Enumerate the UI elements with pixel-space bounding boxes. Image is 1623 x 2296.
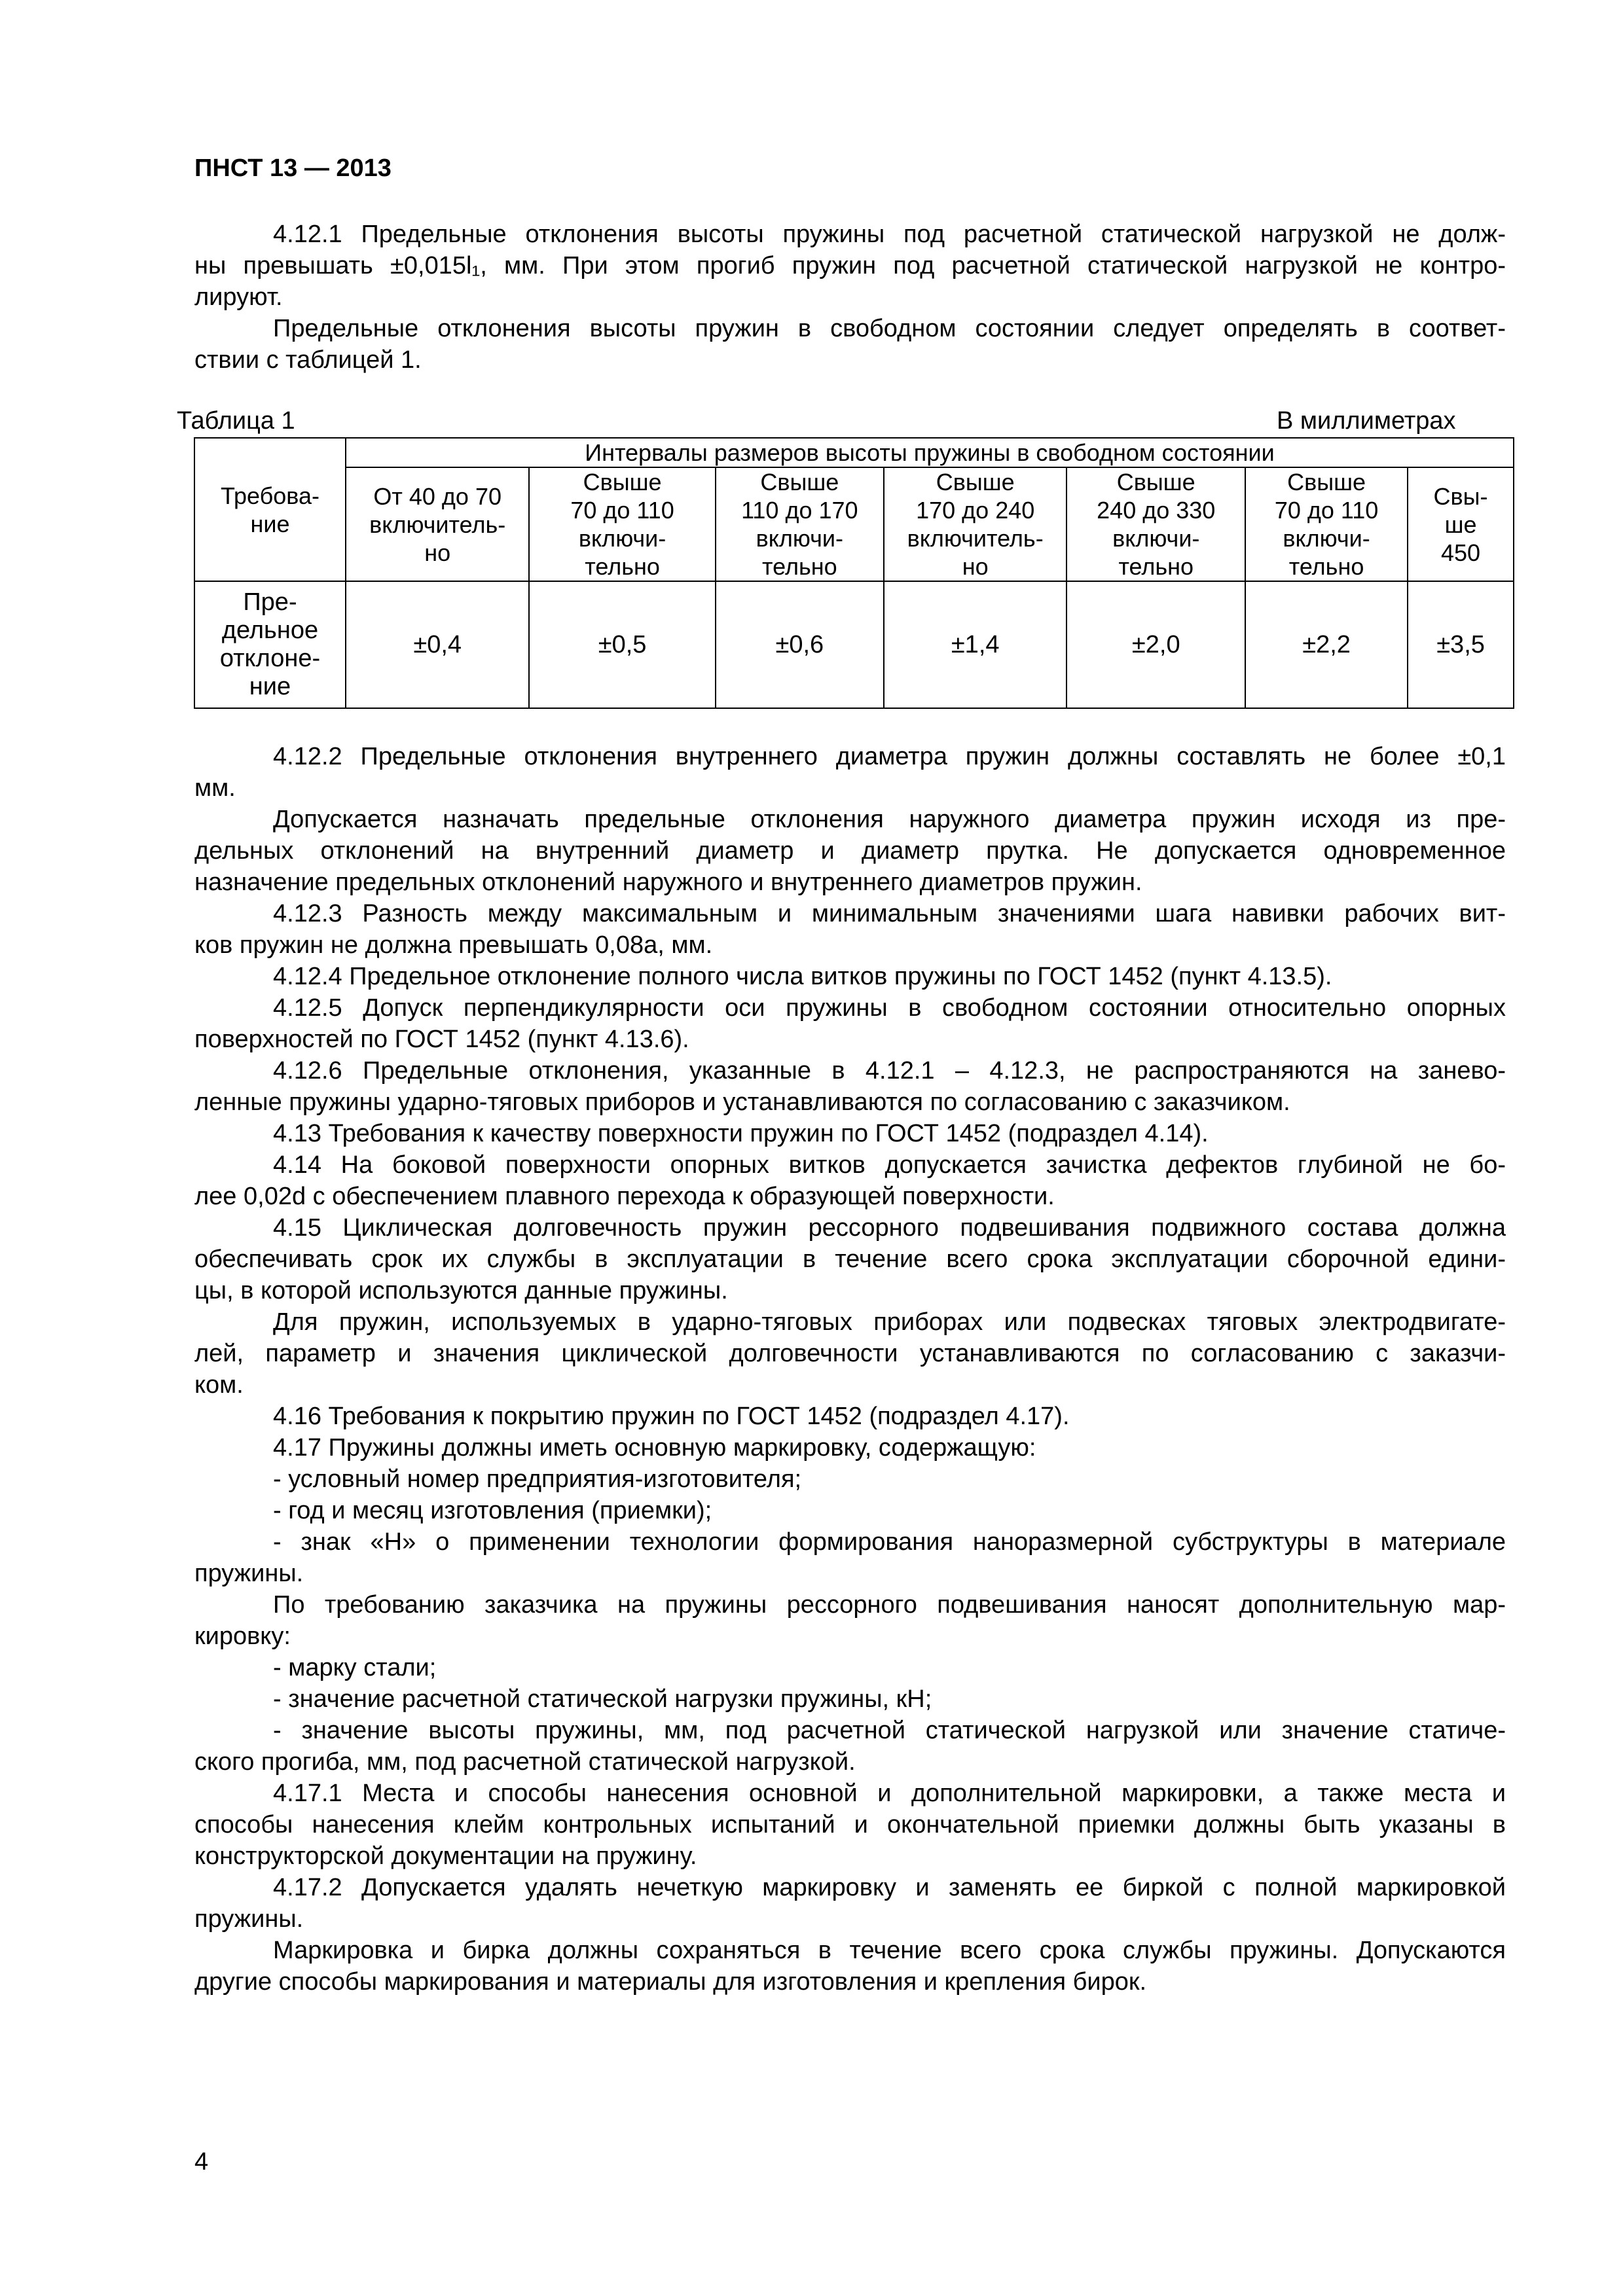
paragraph	[194, 1463, 1506, 1495]
column-header-cell: Свыше 170 до 240 включитель- но	[884, 467, 1067, 581]
text-line: 4.16 Требования к покрытию пружин по ГОСТ 1452 (подраздел 4.17).	[273, 1403, 1070, 1430]
text-line: Предельные отклонения высоты пружин в свободном состоянии следует определять в соответ-	[273, 315, 1506, 342]
text-line: - знак «Н» о применении технологии формирования наноразмерной субструктуры в материале	[273, 1528, 1506, 1556]
row-header-cell: Требова- ние	[194, 438, 346, 581]
paragraph	[194, 313, 1506, 376]
text-line: пружины.	[194, 1560, 304, 1587]
text-line: обеспечивать срок их службы в эксплуатации в течение всего срока эксплуатации сборочной едини-	[194, 1246, 1506, 1273]
paragraph	[194, 741, 1506, 804]
text-line: конструкторской документации на пружину.	[194, 1842, 697, 1870]
paragraph	[194, 1935, 1506, 1998]
table-caption: Таблица 1	[177, 407, 295, 435]
text-line: 4.17.1 Места и способы нанесения основной и дополнительной маркировки, а также места и	[273, 1780, 1506, 1807]
text-line: 4.17.2 Допускается удалять нечеткую маркировку и заменять ее биркой с полной маркировкой	[273, 1874, 1506, 1901]
text-line: способы нанесения клейм контрольных испытаний и окончательной приемки должны быть указаны в	[194, 1811, 1506, 1839]
paragraph	[194, 1872, 1506, 1935]
paragraph	[194, 1526, 1506, 1589]
text-line: ленные пружины ударно-тяговых приборов и устанавливаются по согласованию с заказчиком.	[194, 1088, 1290, 1116]
paragraph	[194, 992, 1506, 1055]
text-line: 4.13 Требования к качеству поверхности пружин по ГОСТ 1452 (подраздел 4.14).	[273, 1120, 1209, 1147]
text-line: другие способы маркирования и материалы для изготовления и крепления бирок.	[194, 1968, 1147, 1996]
text-line: ков пружин не должна превышать 0,08a, мм.	[194, 931, 713, 959]
paragraph	[194, 1652, 1506, 1683]
group-header-cell: Интервалы размеров высоты пружины в свободном состоянии	[346, 438, 1514, 467]
text-line: дельных отклонений на внутренний диаметр и диаметр прутка. Не допускается одновременное	[194, 837, 1506, 865]
text-line: ского прогиба, мм, под расчетной статической нагрузкой.	[194, 1748, 856, 1776]
text-line: ствии с таблицей 1.	[194, 346, 422, 374]
text-line: лей, параметр и значения циклической долговечности устанавливаются по согласованию с заказчи-	[194, 1340, 1506, 1367]
value-cell: ±0,6	[716, 581, 884, 708]
intro-text	[194, 219, 1506, 376]
column-header-cell: Свыше 70 до 110 включи- тельно	[1245, 467, 1408, 581]
paragraph	[194, 898, 1506, 961]
column-header-cell: Свыше 110 до 170 включи- тельно	[716, 467, 884, 581]
text-line: ны превышать ±0,015l₁, мм. При этом прогиб пружин под расчетной статической нагрузкой не контро-	[194, 252, 1506, 279]
body-text	[194, 741, 1506, 1998]
column-header-cell: От 40 до 70 включитель- но	[346, 467, 529, 581]
paragraph	[194, 1212, 1506, 1306]
table-units: В миллиметрах	[1277, 407, 1456, 435]
column-header-cell: Свыше 70 до 110 включи- тельно	[529, 467, 715, 581]
text-line: 4.15 Циклическая долговечность пружин рессорного подвешивания подвижного состава должна	[273, 1214, 1506, 1242]
text-line: 4.12.3 Разность между максимальным и минимальным значениями шага навивки рабочих вит-	[273, 900, 1506, 927]
paragraph	[194, 1306, 1506, 1401]
paragraph	[194, 1055, 1506, 1118]
text-line: Для пружин, используемых в ударно-тяговых приборах или подвесках тяговых электродвигате-	[273, 1308, 1506, 1336]
paragraph	[194, 1432, 1506, 1463]
paragraph	[194, 1715, 1506, 1778]
text-line: Допускается назначать предельные отклонения наружного диаметра пружин исходя из пре-	[273, 806, 1506, 833]
row-label-cell: Пре- дельное отклоне- ние	[194, 581, 346, 708]
tolerance-table	[194, 437, 1514, 709]
paragraph	[194, 1778, 1506, 1872]
value-cell: ±0,5	[529, 581, 715, 708]
text-line: лируют.	[194, 283, 283, 311]
text-line: 4.17 Пружины должны иметь основную маркировку, содержащую:	[273, 1434, 1036, 1462]
text-line: - год и месяц изготовления (приемки);	[273, 1497, 712, 1524]
paragraph	[194, 804, 1506, 898]
text-line: - условный номер предприятия-изготовителя;	[273, 1465, 802, 1493]
text-line: пружины.	[194, 1905, 304, 1933]
paragraph	[194, 1683, 1506, 1715]
document-header: ПНСТ 13 — 2013	[194, 154, 392, 182]
text-line: 4.12.1 Предельные отклонения высоты пружины под расчетной статической нагрузкой не долж-	[273, 221, 1506, 248]
paragraph	[194, 1495, 1506, 1526]
text-line: мм.	[194, 774, 236, 802]
paragraph	[194, 1118, 1506, 1149]
text-line: кировку:	[194, 1623, 291, 1650]
text-line: лее 0,02d с обеспечением плавного перехода к образующей поверхности.	[194, 1183, 1055, 1210]
paragraph	[194, 1401, 1506, 1432]
value-cell: ±2,2	[1245, 581, 1408, 708]
paragraph	[194, 961, 1506, 992]
text-line: Маркировка и бирка должны сохраняться в течение всего срока службы пружины. Допускаются	[273, 1937, 1506, 1964]
text-line: - значение высоты пружины, мм, под расчетной статической нагрузкой или значение статиче-	[273, 1717, 1506, 1744]
paragraph	[194, 1149, 1506, 1212]
text-line: - значение расчетной статической нагрузки пружины, кН;	[273, 1685, 932, 1713]
text-line: - марку стали;	[273, 1654, 437, 1681]
paragraph	[194, 1589, 1506, 1652]
text-line: поверхностей по ГОСТ 1452 (пункт 4.13.6).	[194, 1026, 689, 1053]
value-cell: ±0,4	[346, 581, 529, 708]
text-line: 4.12.5 Допуск перпендикулярности оси пружины в свободном состоянии относительно опорных	[273, 994, 1506, 1022]
text-line: 4.12.6 Предельные отклонения, указанные в 4.12.1 – 4.12.3, не распространяются на занево-	[273, 1057, 1506, 1085]
value-cell: ±1,4	[884, 581, 1067, 708]
text-line: ком.	[194, 1371, 244, 1399]
column-header-cell: Свы- ше 450	[1408, 467, 1514, 581]
text-line: По требованию заказчика на пружины рессорного подвешивания наносят дополнительную мар-	[273, 1591, 1506, 1619]
text-line: назначение предельных отклонений наружного и внутреннего диаметров пружин.	[194, 869, 1142, 896]
page-number: 4	[194, 2148, 209, 2176]
value-cell: ±2,0	[1067, 581, 1245, 708]
text-line: 4.12.4 Предельное отклонение полного числа витков пружины по ГОСТ 1452 (пункт 4.13.5).	[273, 963, 1332, 990]
text-line: 4.14 На боковой поверхности опорных витков допускается зачистка дефектов глубиной не бо-	[273, 1151, 1506, 1179]
paragraph	[194, 219, 1506, 313]
column-header-cell: Свыше 240 до 330 включи- тельно	[1067, 467, 1245, 581]
value-cell: ±3,5	[1408, 581, 1514, 708]
text-line: 4.12.2 Предельные отклонения внутреннего диаметра пружин должны составлять не более ±0,1	[273, 743, 1506, 770]
text-line: цы, в которой используются данные пружины.	[194, 1277, 728, 1304]
